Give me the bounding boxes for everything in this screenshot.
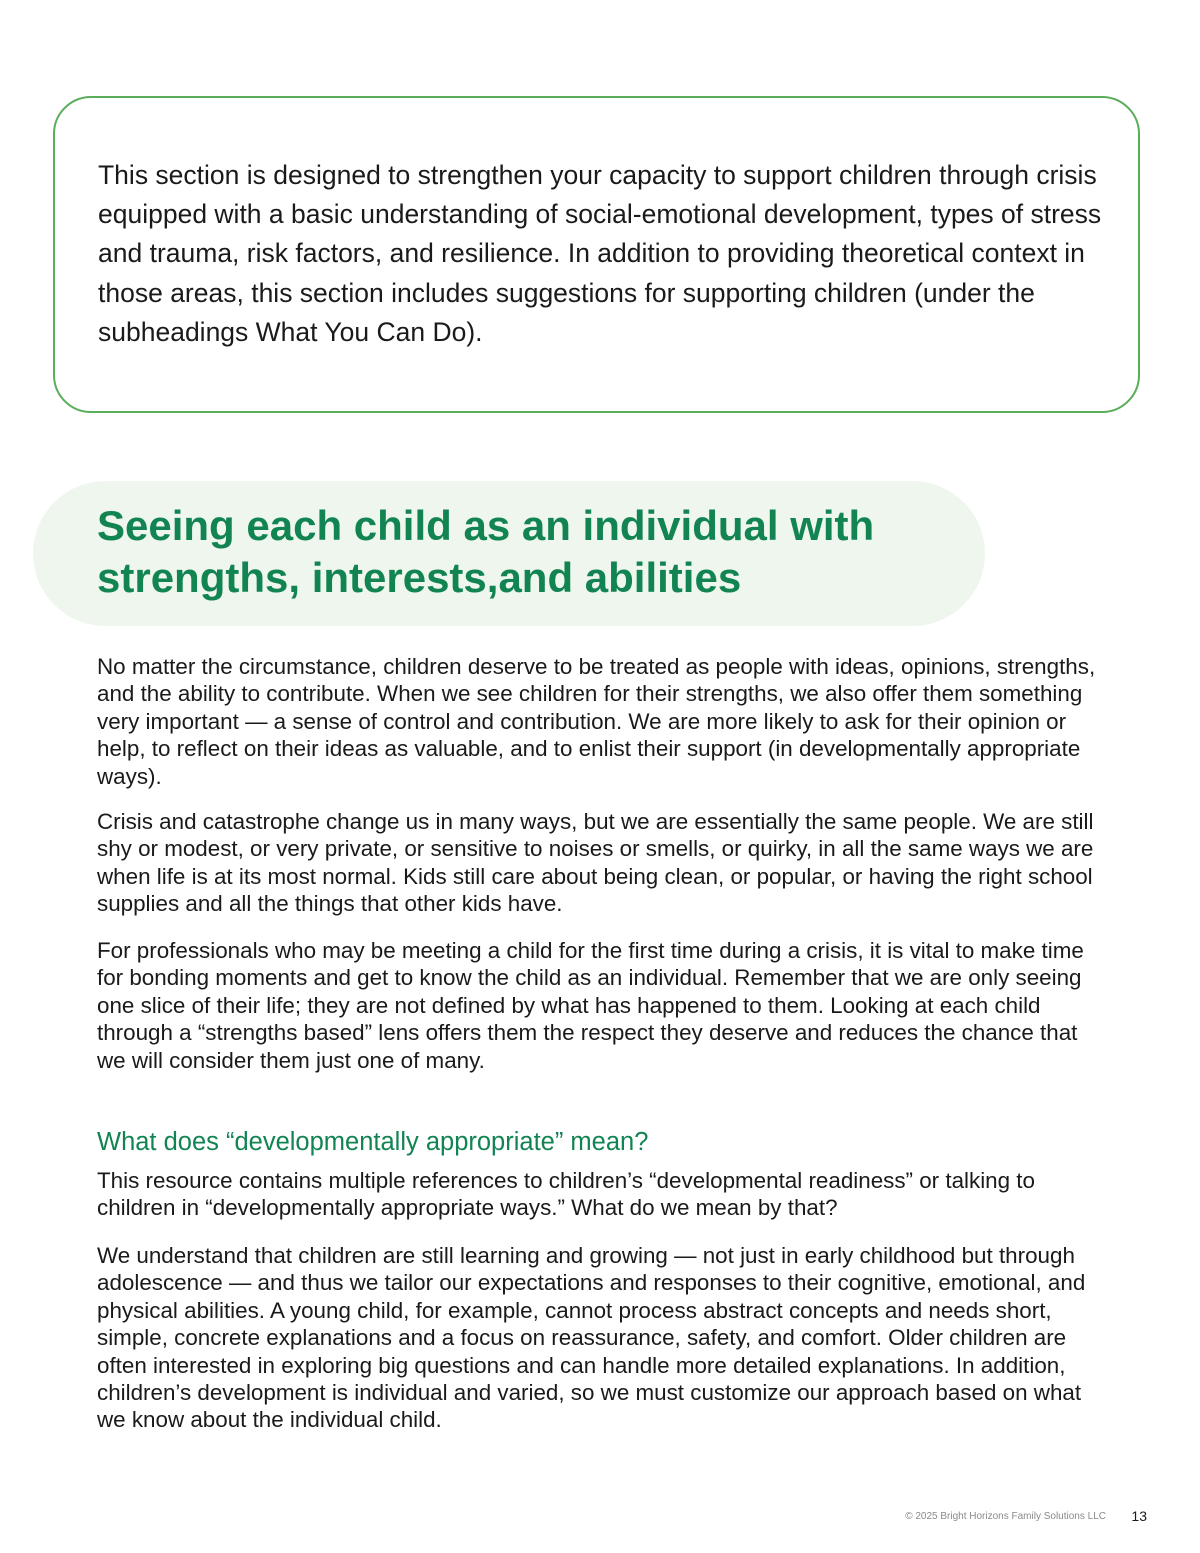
page-number: 13 [1131,1508,1147,1524]
paragraph: For professionals who may be meeting a child for the first time during a crisis, it is vital to make time for bonding moments and get to know the child as an individual. Remember that we are only seeing one slice of their life; they are not defined by what has happened to them. Looking at each child through a “strengths based” lens offers them the respect they deserve and reduces the chance that we will consider them just one of many. [97,938,1084,1073]
footer-copyright: © 2025 Bright Horizons Family Solutions LLC [905,1511,1106,1522]
intro-text: This section is designed to strengthen your capacity to support children through crisis equipped with a basic understanding of social-emotional development, types of stress and trauma, risk factors, and resilience. In addition to providing theoretical context in those areas, this section includes suggestions for supporting children (under the subheadings What You Can Do). [98,160,1102,347]
paragraph: We understand that children are still learning and growing — not just in early childhood but through adolescence — and thus we tailor our expectations and responses to their cognitive, emotional, and physical abilities. A young child, for example, cannot process abstract concepts and needs short, simple, concrete explanations and a focus on reassurance, safety, and comfort. Older children are often interested in exploring big questions and can handle more detailed explanations. In addition, children’s development is individual and varied, so we must customize our approach based on what we know about the individual child. [97,1243,1086,1433]
subsection-heading: What does “developmentally appropriate” mean? [97,1128,649,1156]
section-heading: Seeing each child as an individual with strengths, interests,and abilities [97,502,875,601]
paragraph: No matter the circumstance, children deserve to be treated as people with ideas, opinions, strengths, and the ability to contribute. When we see children for their strengths, we also offer them something very important — a sense of control and contribution. We are more likely to ask for their opinion or help, to reflect on their ideas as valuable, and to enlist their support (in developmentally appropriate ways). [97,654,1096,789]
intro-callout-box [53,96,1140,413]
paragraph: This resource contains multiple references to children’s “developmental readiness” or talking to children in “developmentally appropriate ways.” What do we mean by that? [97,1168,1035,1221]
paragraph: Crisis and catastrophe change us in many ways, but we are essentially the same people. We are still shy or modest, or very private, or sensitive to noises or smells, or quirky, in all the same ways we are when life is at its most normal. Kids still care about being clean, or popular, or having the right school supplies and all the things that other kids have. [97,809,1094,917]
